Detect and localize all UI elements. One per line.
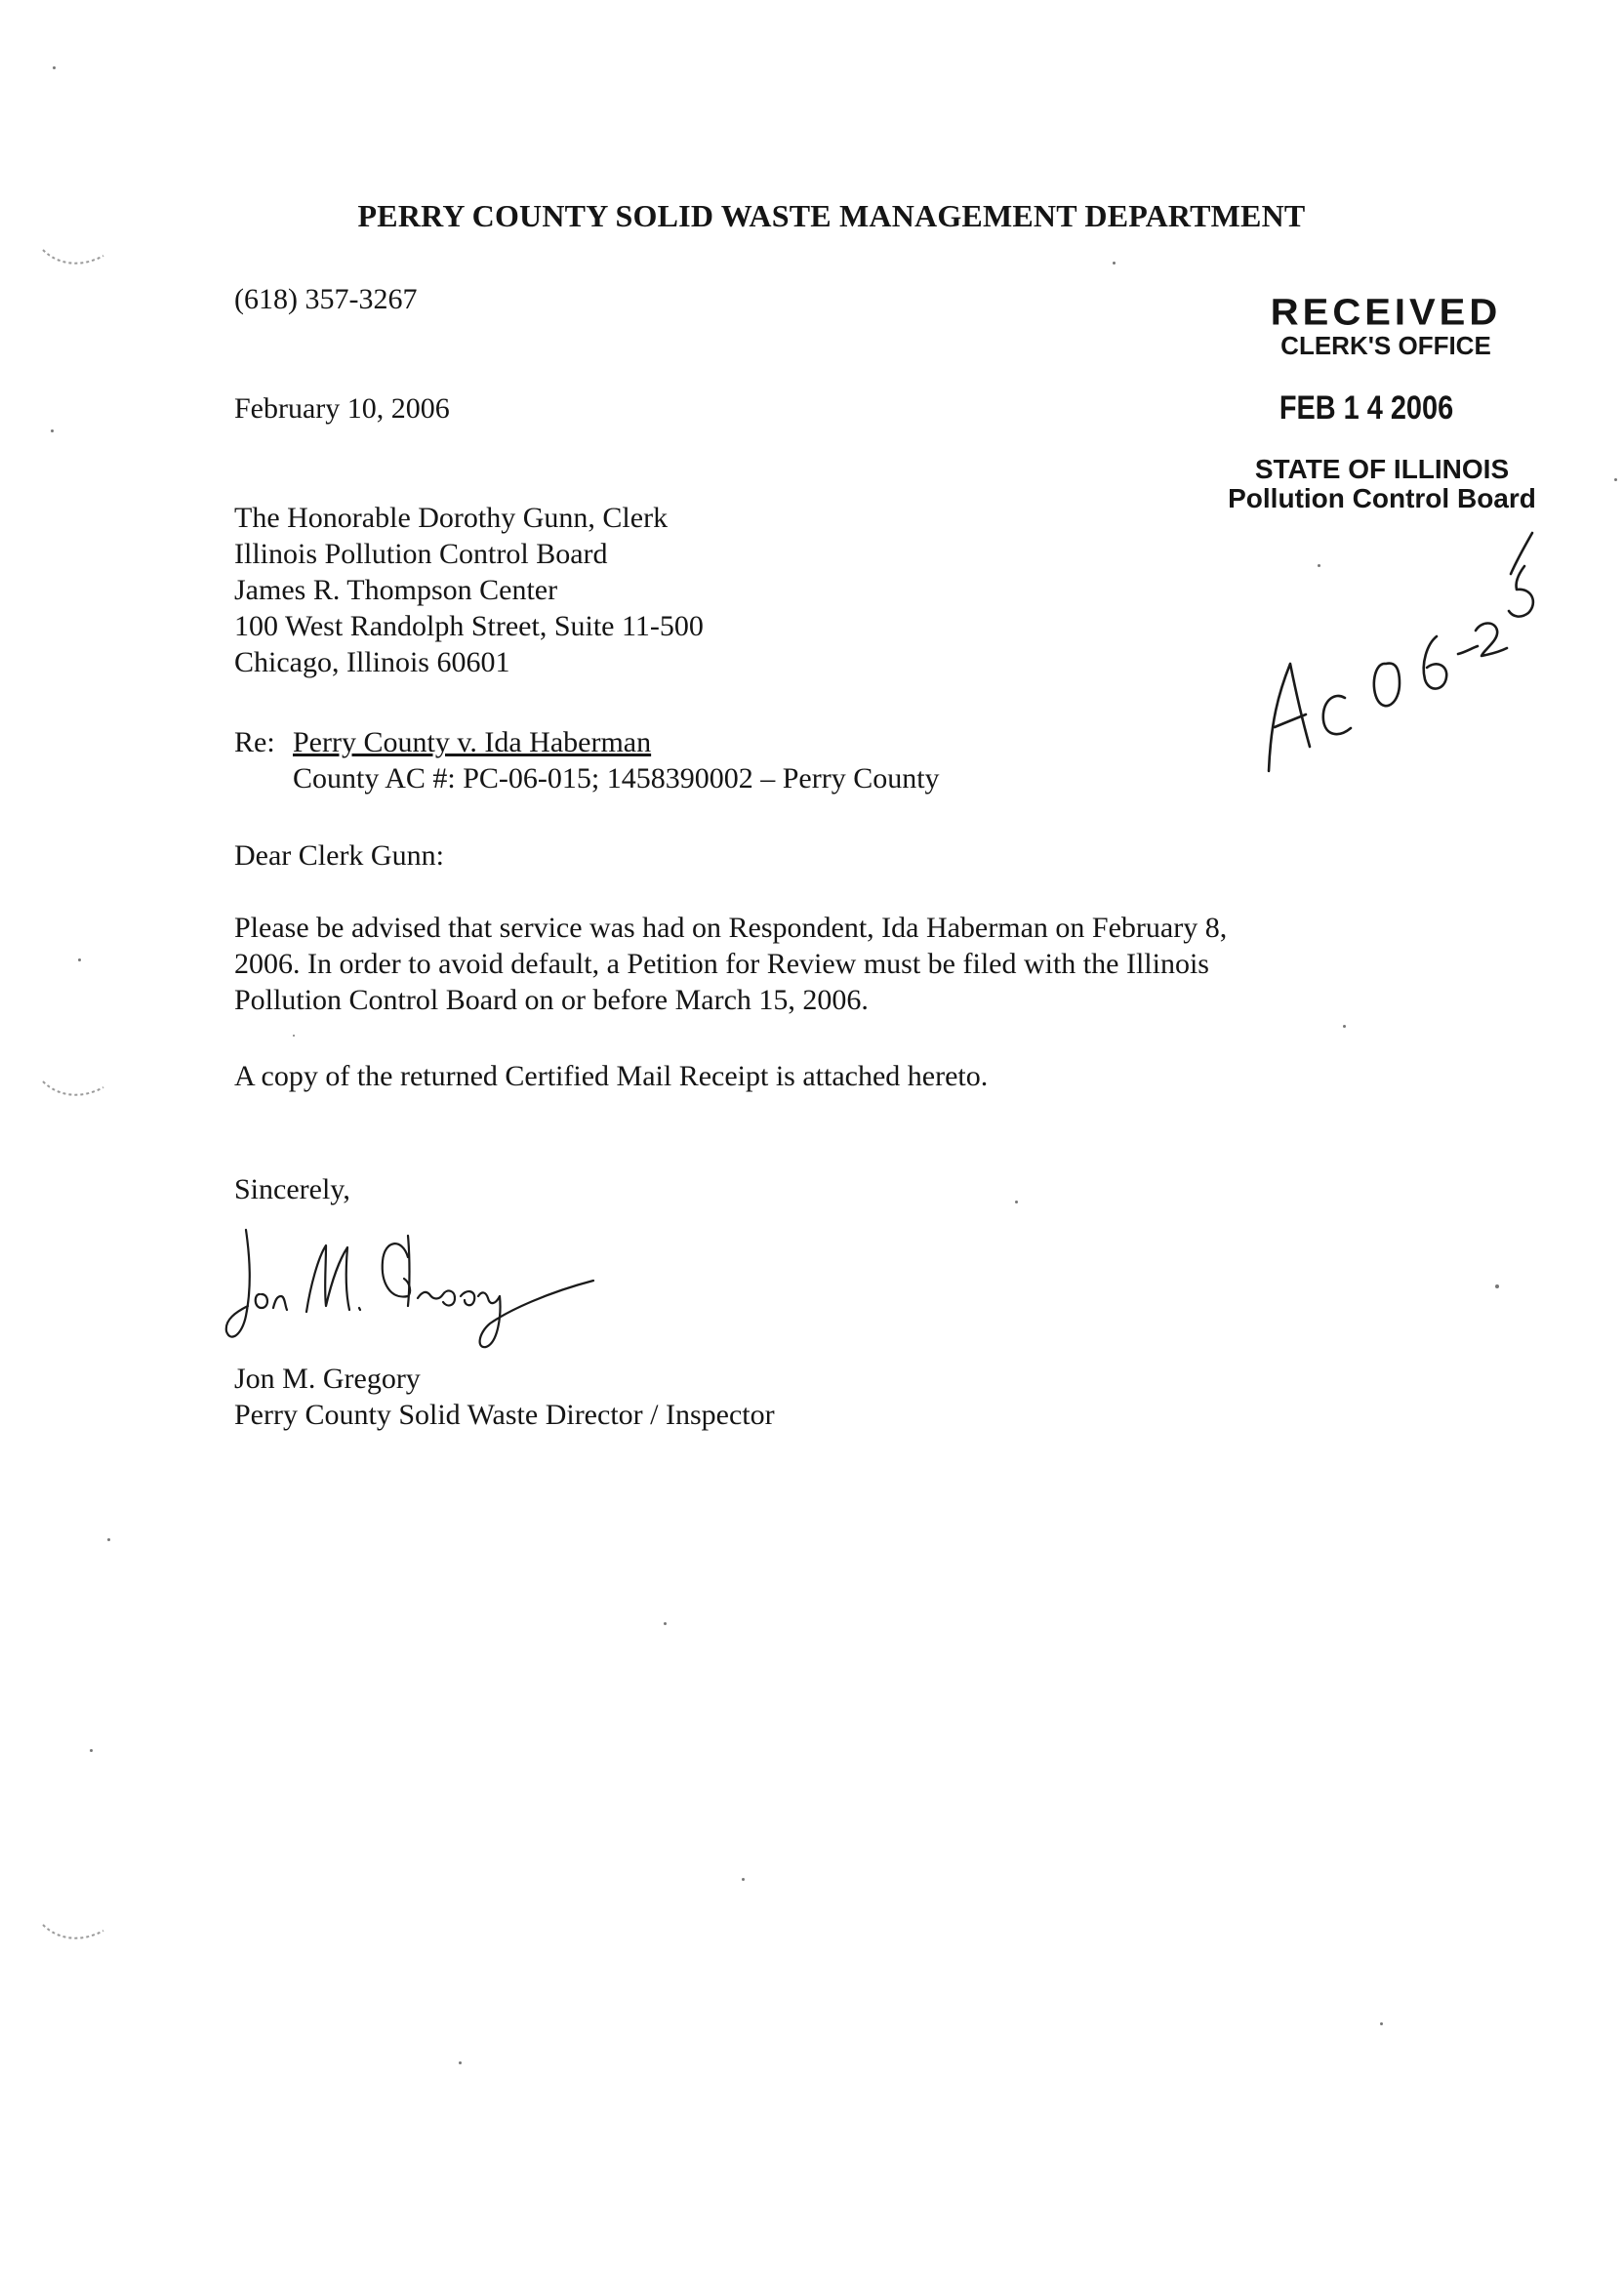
signer-title: Perry County Solid Waste Director / Inspector bbox=[234, 1399, 775, 1431]
letterhead-title: PERRY COUNTY SOLID WASTE MANAGEMENT DEPARTMENT bbox=[357, 198, 1306, 233]
recipient-line: 100 West Randolph Street, Suite 11-500 bbox=[234, 610, 704, 642]
salutation: Dear Clerk Gunn: bbox=[234, 839, 444, 872]
handwritten-docket-number bbox=[1249, 527, 1542, 781]
punch-hole-mark bbox=[39, 1917, 117, 1956]
paragraph-line: Please be advised that service was had on Respondent, Ida Haberman on February 8, bbox=[234, 912, 1228, 944]
signer-name: Jon M. Gregory bbox=[234, 1363, 421, 1395]
received-stamp bbox=[1171, 293, 1562, 513]
recipient-line: The Honorable Dorothy Gunn, Clerk bbox=[234, 502, 669, 534]
stamp-state: STATE OF ILLINOIS bbox=[1254, 454, 1510, 484]
closing-sincerely: Sincerely, bbox=[234, 1173, 350, 1205]
re-block bbox=[234, 724, 940, 796]
stamp-received: RECEIVED bbox=[1270, 292, 1502, 333]
paragraph-line: Pollution Control Board on or before March 15, 2006. bbox=[234, 984, 869, 1016]
body-paragraph-2: A copy of the returned Certified Mail Receipt is attached hereto. bbox=[234, 1060, 989, 1092]
case-caption: Perry County v. Ida Haberman bbox=[293, 726, 652, 758]
recipient-address bbox=[234, 500, 704, 680]
re-label: Re: bbox=[234, 726, 275, 758]
recipient-line: Illinois Pollution Control Board bbox=[234, 538, 608, 570]
recipient-line: Chicago, Illinois 60601 bbox=[234, 646, 510, 678]
signature bbox=[217, 1218, 607, 1355]
letter-date: February 10, 2006 bbox=[234, 392, 450, 425]
punch-hole-mark bbox=[39, 242, 117, 281]
body-paragraph-1 bbox=[234, 910, 1227, 1018]
phone-number: (618) 357-3267 bbox=[234, 283, 418, 315]
recipient-line: James R. Thompson Center bbox=[234, 574, 558, 606]
paragraph-line: 2006. In order to avoid default, a Petition for Review must be filed with the Illinois bbox=[234, 948, 1209, 980]
punch-hole-mark bbox=[39, 1074, 117, 1113]
stamp-date: FEB 1 4 2006 bbox=[1279, 389, 1454, 427]
signature-block bbox=[234, 1361, 775, 1433]
stamp-board: Pollution Control Board bbox=[1228, 483, 1536, 513]
stamp-clerks-office: CLERK'S OFFICE bbox=[1280, 331, 1491, 360]
county-ac-number: County AC #: PC-06-015; 1458390002 – Perry County bbox=[293, 762, 940, 795]
